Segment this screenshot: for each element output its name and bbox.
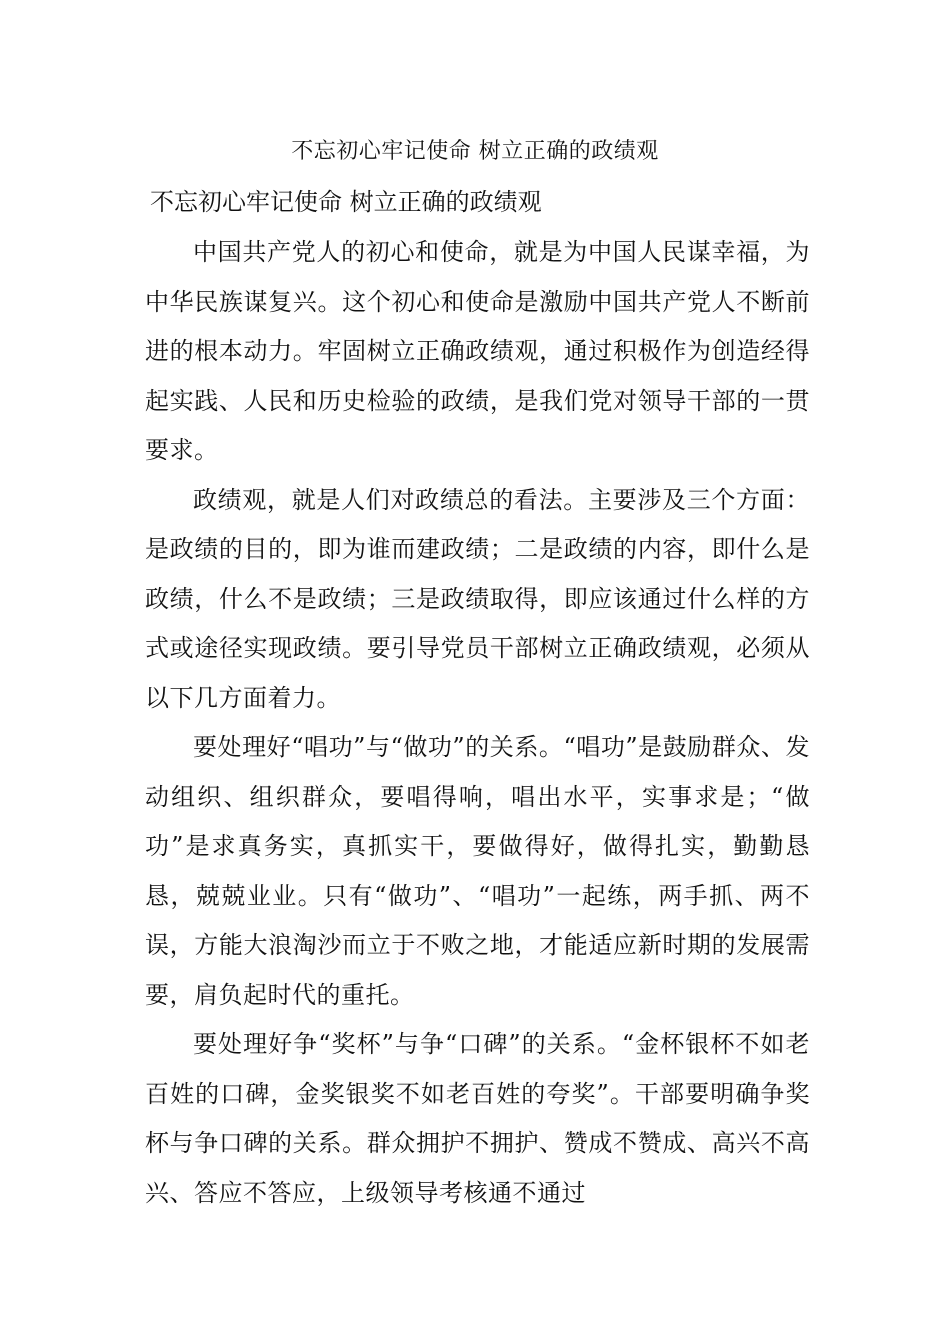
document-body: [145, 228, 810, 1218]
document-title: 不忘初心牢记使命 树立正确的政绩观: [291, 139, 659, 164]
paragraph: 中国共产党人的初心和使命，就是为中国人民谋幸福，为中华民族谋复兴。这个初心和使命是激励中国共产党人不断前进的根本动力。牢固树立正确政绩观，通过积极作为创造经得起实践、人民和历史检验的政绩，是我们党对领导干部的一贯要求。: [145, 238, 810, 464]
paragraph: 要处理好“唱功”与“做功”的关系。“唱功”是鼓励群众、发动组织、组织群众，要唱得响，唱出水平，实事求是；“做功”是求真务实，真抓实干，要做得好，做得扎实，勤勤恳恳，兢兢业业。只有“做功”、“唱功”一起练，两手抓、两不误，方能大浪淘沙而立于不败之地，才能适应新时期的发展需要，肩负起时代的重托。: [145, 733, 810, 1009]
paragraph: 政绩观，就是人们对政绩总的看法。主要涉及三个方面：是政绩的目的，即为谁而建政绩；二是政绩的内容，即什么是政绩，什么不是政绩；三是政绩取得，即应该通过什么样的方式或途径实现政绩。要引导党员干部树立正确政绩观，必须从以下几方面着力。: [145, 485, 810, 712]
document-subtitle: 不忘初心牢记使命 树立正确的政绩观: [150, 188, 542, 216]
paragraph: 要处理好争“奖杯”与争“口碑”的关系。“金杯银杯不如老百姓的口碑，金奖银奖不如老百姓的夸奖”。干部要明确争奖杯与争口碑的关系。群众拥护不拥护、赞成不赞成、高兴不高兴、答应不答应，上级领导考核通不通过: [145, 1030, 810, 1207]
